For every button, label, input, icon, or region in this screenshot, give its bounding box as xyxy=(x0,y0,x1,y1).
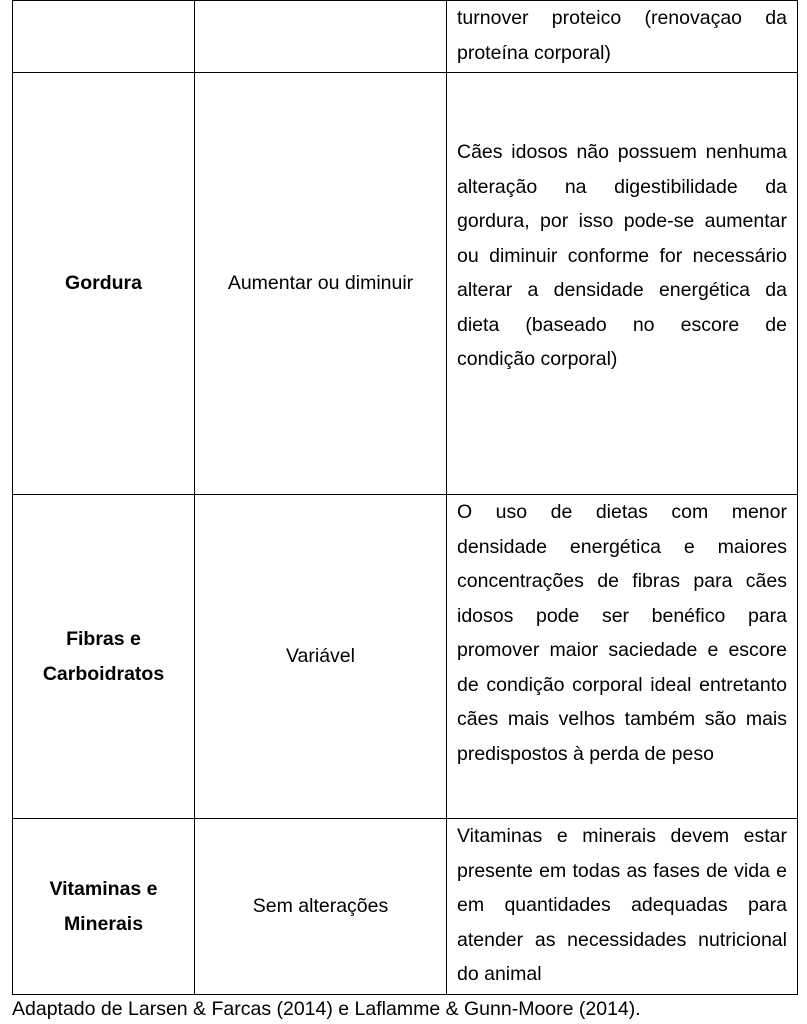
table-row xyxy=(13,73,798,495)
comment-cell xyxy=(447,495,798,819)
table-row xyxy=(13,495,798,819)
comment-cell xyxy=(447,73,798,495)
comment-text: Vitaminas e minerais devem estar presente em todas as fases de vida e em quantidades adequadas para atender as necessidades nutricional do animal xyxy=(457,825,787,985)
comment-text: turnover proteico (renovaçao da proteína corporal) xyxy=(457,7,787,64)
nutrient-name: Fibras e Carboidratos xyxy=(42,628,165,685)
comment-text: O uso de dietas com menor densidade energética e maiores concentrações de fibras para cães idosos pode ser benéfico para promover maior saciedade e escore de condição corporal ideal entretanto cães mais velhos também são mais predispostos à perda de peso xyxy=(457,501,787,765)
recommendation-cell xyxy=(195,1,447,73)
comment-cell xyxy=(447,1,798,73)
nutrient-name: Gordura xyxy=(65,272,142,295)
recommendation-cell: Variável xyxy=(195,495,447,819)
nutrient-cell xyxy=(13,495,195,819)
nutrient-recommendation-table xyxy=(12,0,798,995)
table-row xyxy=(13,819,798,995)
table-source-caption: Adaptado de Larsen & Farcas (2014) e Laflamme & Gunn-Moore (2014). xyxy=(12,998,641,1020)
recommendation-cell: Aumentar ou diminuir xyxy=(195,73,447,495)
nutrient-cell xyxy=(13,819,195,995)
nutrient-cell xyxy=(13,73,195,495)
comment-text: Cães idosos não possuem nenhuma alteração na digestibilidade da gordura, por isso pode-se aumentar ou diminuir conforme for necessário alterar a densidade energética da dieta (baseado no escore de condição corporal) xyxy=(457,141,787,370)
nutrient-cell xyxy=(13,1,195,73)
comment-cell xyxy=(447,819,798,995)
nutrient-name: Vitaminas e Minerais xyxy=(49,878,158,935)
recommendation-cell: Sem alterações xyxy=(195,819,447,995)
table-row xyxy=(13,1,798,73)
